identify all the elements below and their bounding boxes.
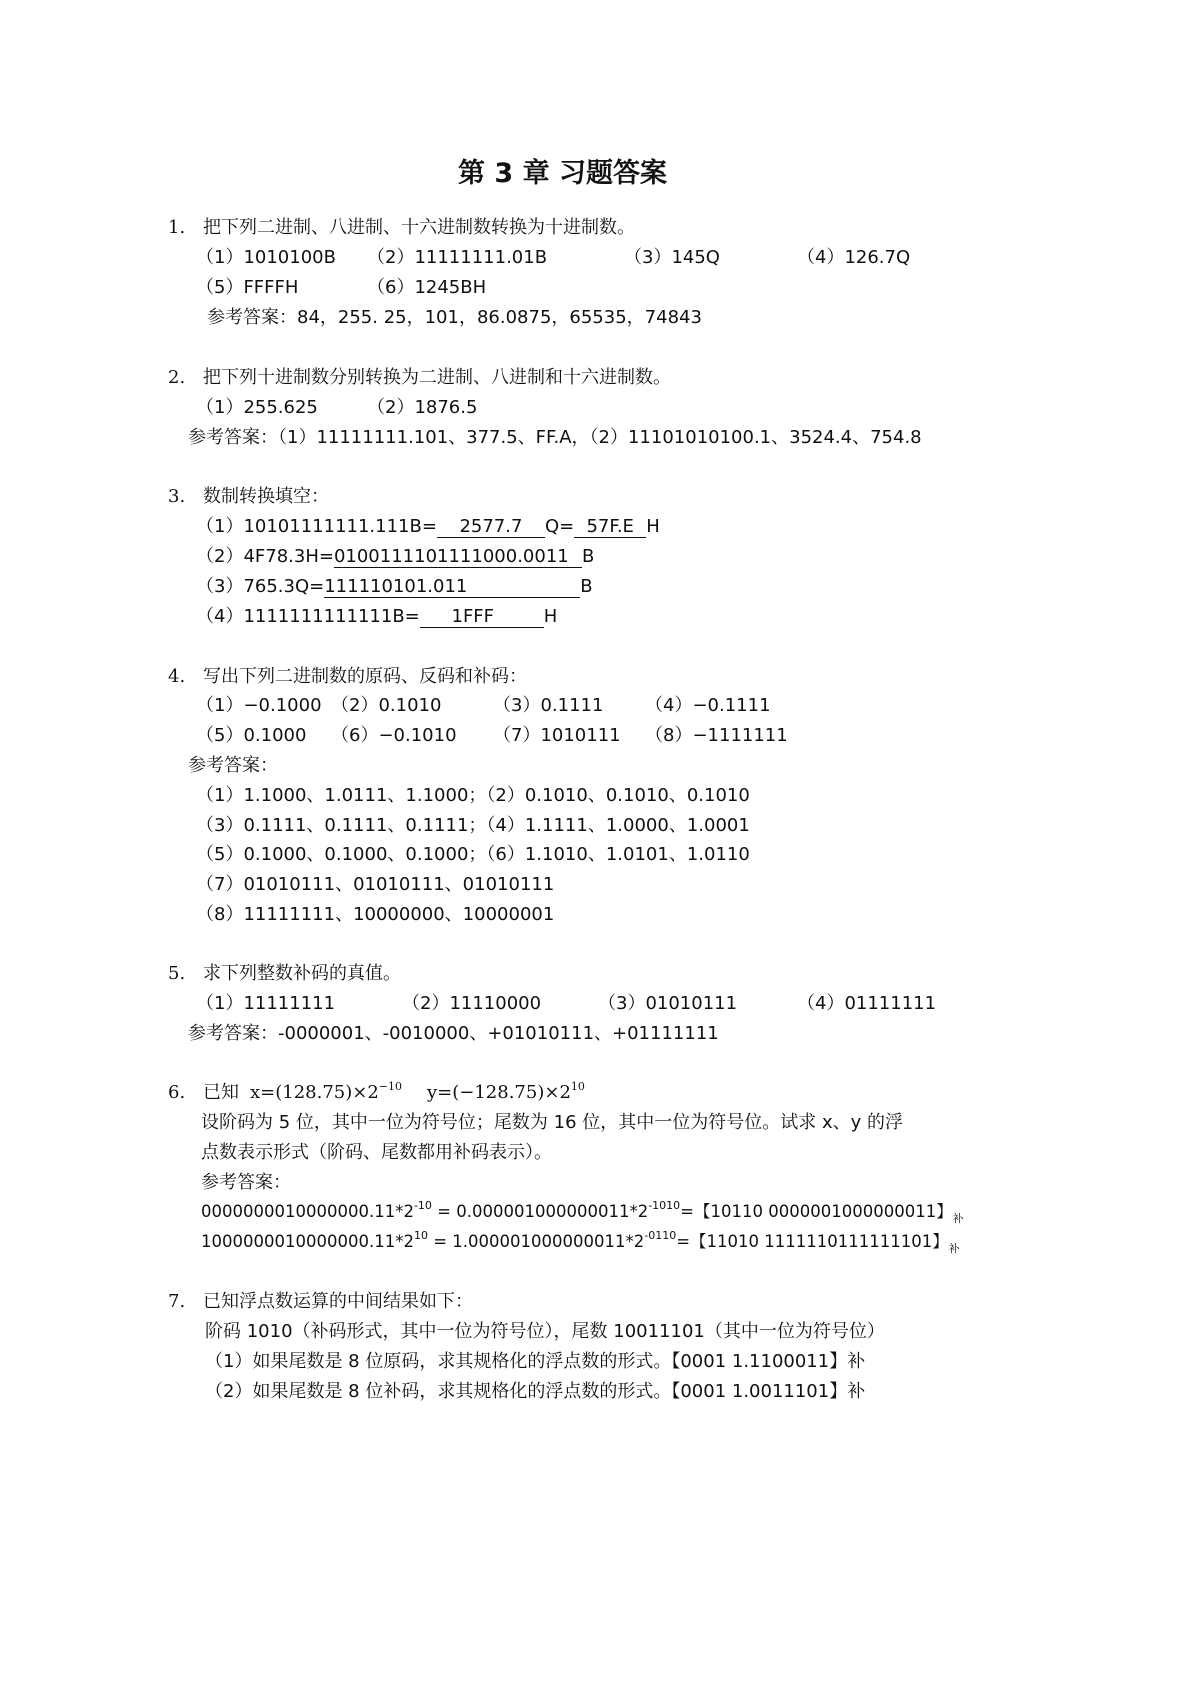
q3-row-4 xyxy=(196,605,557,629)
q4-item-3: （3）0.1111 xyxy=(493,695,604,716)
q2-number: 2. xyxy=(168,367,186,388)
q3-row-1 xyxy=(196,515,660,539)
q4-item-8: （8）−1111111 xyxy=(645,725,788,746)
q6-answer-y-part-2: = 1.000001000000011*2 xyxy=(427,1232,645,1251)
q6-answer-y-part-3: =【11010 1111110111111101】 xyxy=(676,1232,949,1251)
q4-item-5: （5）0.1000 xyxy=(196,725,307,746)
q3-row-3 xyxy=(196,575,593,599)
q4-answer-5: （8）11111111、10000000、10000001 xyxy=(196,904,555,925)
q3-row-2-suffix: B xyxy=(581,546,595,567)
q7-line-2: （1）如果尾数是 8 位原码，求其规格化的浮点数的形式。【0001 1.1100011】补 xyxy=(205,1351,866,1372)
q6-answer-x-part-3: =【10110 0000001000000011】 xyxy=(680,1202,953,1221)
q6-known: 已知 xyxy=(203,1082,239,1103)
q6-x-base: x=(128.75)×2 xyxy=(250,1082,379,1103)
q1-item-2: （2）11111111.01B xyxy=(367,247,548,268)
q4-item-1: （1）−0.1000 xyxy=(196,695,322,716)
q7-line-3: （2）如果尾数是 8 位补码，求其规格化的浮点数的形式。【0001 1.0011101】补 xyxy=(205,1381,866,1402)
q6-number: 6. xyxy=(168,1082,186,1103)
q3-row-4-answer: 1FFF xyxy=(420,607,544,628)
q6-answer-y-exp-1: 10 xyxy=(413,1229,428,1242)
q4-answer-1: （1）1.1000、1.0111、1.1000；（2）0.1010、0.1010、0.1010 xyxy=(196,785,750,806)
q6-description-line-1: 设阶码为 5 位，其中一位为符号位；尾数为 16 位，其中一位为符号位。试求 x、y 的浮 xyxy=(201,1112,903,1133)
q4-answer-2: （3）0.1111、0.1111、0.1111；（4）1.1111、1.0000、1.0001 xyxy=(196,815,750,836)
q4-item-4: （4）−0.1111 xyxy=(645,695,771,716)
q6-answer-y-subscript: 补 xyxy=(948,1242,960,1255)
q3-row-3-suffix: B xyxy=(580,576,593,597)
q6-answer-x-part-2: = 0.000001000000011*2 xyxy=(431,1202,649,1221)
q1-item-1: （1）1010100B xyxy=(196,247,336,268)
q4-answer-label: 参考答案： xyxy=(188,755,278,776)
q1-text: 把下列二进制、八进制、十六进制数转换为十进制数。 xyxy=(203,217,635,238)
q3-row-4-suffix: H xyxy=(543,606,558,627)
q6-answer-x-exp-1: -10 xyxy=(413,1199,432,1212)
q1-number: 1. xyxy=(168,217,186,238)
q5-item-2: （2）11110000 xyxy=(402,993,542,1014)
q3-row-1-mid: Q= xyxy=(544,516,575,537)
q4-answer-3: （5）0.1000、0.1000、0.1000；（6）1.1010、1.0101、1.0110 xyxy=(196,844,750,865)
q5-item-3: （3）01010111 xyxy=(598,993,738,1014)
q5-answer: 参考答案：-0000001、-0010000、+01010111、+01111111 xyxy=(188,1023,719,1044)
q6-answer-label: 参考答案： xyxy=(201,1172,291,1193)
q6-description-line-2: 点数表示形式（阶码、尾数都用补码表示）。 xyxy=(201,1142,552,1163)
q7-number: 7. xyxy=(168,1291,186,1312)
q3-row-1-answer-octal: 2577.7 xyxy=(437,517,545,538)
q3-row-1-prefix: （1）10101111111.111B= xyxy=(196,516,437,537)
q5-item-1: （1）11111111 xyxy=(196,993,336,1014)
q1-item-4: （4）126.7Q xyxy=(797,247,911,268)
q3-row-2-answer: 0100111101111000.0011 xyxy=(334,547,582,568)
q4-text: 写出下列二进制数的原码、反码和补码： xyxy=(203,666,527,687)
q1-item-5: （5）FFFFH xyxy=(196,277,299,298)
q6-answer-y xyxy=(201,1230,960,1256)
q6-y-expression xyxy=(427,1081,585,1105)
q3-row-3-prefix: （3）765.3Q= xyxy=(196,576,325,597)
q5-item-4: （4）01111111 xyxy=(797,993,937,1014)
q4-answer-4: （7）01010111、01010111、01010111 xyxy=(196,874,555,895)
q3-row-2-prefix: （2）4F78.3H= xyxy=(196,546,334,567)
q6-y-exponent: 10 xyxy=(570,1080,585,1093)
q6-y-base: y=(−128.75)×2 xyxy=(427,1082,571,1103)
q5-text: 求下列整数补码的真值。 xyxy=(203,963,401,984)
q4-item-6: （6）−0.1010 xyxy=(331,725,457,746)
q6-answer-x-exp-2: -1010 xyxy=(648,1199,681,1212)
q3-row-1-suffix: H xyxy=(646,516,660,537)
q6-answer-y-exp-2: -0110 xyxy=(644,1229,677,1242)
q6-x-expression xyxy=(250,1081,402,1105)
q6-answer-x-part-1: 0000000010000000.11*2 xyxy=(201,1202,414,1221)
q1-item-6: （6）1245BH xyxy=(367,277,487,298)
q6-x-exponent: −10 xyxy=(378,1080,403,1093)
q3-row-3-answer: 111110101.011 xyxy=(324,577,580,598)
q1-answer: 参考答案：84，255. 25，101，86.0875，65535，74843 xyxy=(207,307,702,328)
q6-answer-x-subscript: 补 xyxy=(952,1212,964,1225)
q6-answer-x xyxy=(201,1200,964,1226)
q4-number: 4. xyxy=(168,666,186,687)
q1-item-3: （3）145Q xyxy=(624,247,720,268)
page-title: 第 3 章 习题答案 xyxy=(458,158,667,189)
q2-item-2: （2）1876.5 xyxy=(367,397,478,418)
q2-answer: 参考答案：（1）11111111.101、377.5、FF.A，（2）11101010100.1、3524.4、754.8 xyxy=(188,427,922,448)
q4-item-7: （7）1010111 xyxy=(493,725,621,746)
q7-text: 已知浮点数运算的中间结果如下： xyxy=(203,1291,473,1312)
q3-number: 3. xyxy=(168,486,186,507)
q6-answer-y-part-1: 1000000010000000.11*2 xyxy=(201,1232,414,1251)
q4-item-2: （2）0.1010 xyxy=(331,695,442,716)
q2-text: 把下列十进制数分别转换为二进制、八进制和十六进制数。 xyxy=(203,367,671,388)
q7-line-1: 阶码 1010（补码形式，其中一位为符号位），尾数 10011101（其中一位为符号位） xyxy=(205,1321,885,1342)
q3-row-4-prefix: （4）1111111111111B= xyxy=(196,606,420,627)
q2-item-1: （1）255.625 xyxy=(196,397,318,418)
q3-row-1-answer-hex: 57F.E xyxy=(574,517,646,538)
q3-row-2 xyxy=(196,545,594,569)
q3-text: 数制转换填空： xyxy=(203,486,329,507)
q5-number: 5. xyxy=(168,963,186,984)
